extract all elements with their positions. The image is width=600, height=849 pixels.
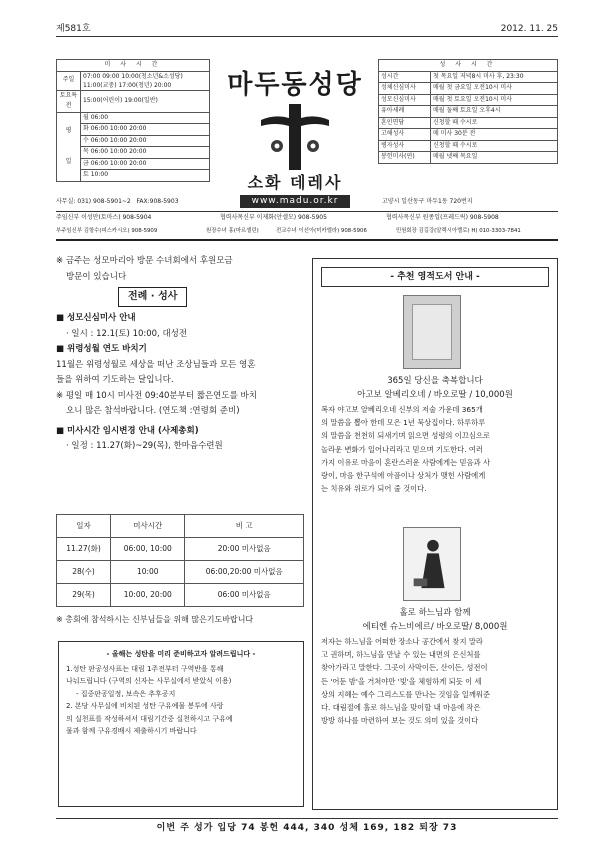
sister-mission: 전교수녀 이선아(미카엘라) 908-5906 bbox=[276, 228, 367, 234]
contact-line-1 bbox=[56, 195, 558, 209]
sacrament-time: 매월 첫 금요일 오전10시 미사 bbox=[431, 83, 558, 95]
parish-address: 고양시 일산동구 마두1동 720번지 bbox=[382, 198, 473, 205]
sacrament-schedule-title: 성 사 시 간 bbox=[379, 60, 558, 72]
book-2-text-line: 고 권하며, 하느님을 만날 수 있는 내면의 은신처를 bbox=[321, 650, 481, 660]
mass-schedule-table bbox=[56, 59, 210, 182]
cell-note: 20:00 미사없음 bbox=[185, 538, 304, 561]
table-row bbox=[57, 584, 304, 607]
cell-time: 10:00, 20:00 bbox=[111, 584, 185, 607]
vicar-contact: 부주임신부 김항수(피스카시오) 908-5909 bbox=[56, 228, 158, 234]
intro-line-2: 방문이 있습니다 bbox=[66, 271, 127, 282]
office-fax: FAX:908-5903 bbox=[136, 198, 179, 205]
liturgy-column bbox=[56, 254, 306, 455]
book-cover-2 bbox=[403, 527, 461, 601]
cell-note: 06:00,20:00 미사없음 bbox=[185, 561, 304, 584]
day-label: 수 bbox=[83, 136, 89, 144]
day-label: 화 bbox=[83, 125, 89, 132]
section-3-date: · 일정 : 11.27(화)~29(목), 한마음수련원 bbox=[66, 441, 223, 451]
book-2-text-line: 상의 지혜는 예수 그리스도를 만나는 것임을 일깨워준 bbox=[321, 689, 490, 699]
book-1-text-line: 복자 야고보 알베리오네 신부의 저술 가운데 365개 bbox=[321, 405, 483, 414]
book-section-heading: - 추천 영적도서 안내 - bbox=[321, 267, 549, 287]
notice-line: 1.성탄 판공성사표는 대림 1주전부터 구역반을 통해 bbox=[66, 664, 224, 673]
cell-note: 06:00 미사없음 bbox=[185, 584, 304, 607]
parish-patron: 소화 데레사 bbox=[247, 173, 343, 192]
assoc-priest-1: 협력사목신부 이제화(안셀모) 908-5905 bbox=[220, 214, 327, 221]
section-title-1: ■ 성모신심미사 안내 bbox=[56, 313, 136, 323]
cell-date: 28(수) bbox=[57, 561, 111, 584]
book-cover-1-frame bbox=[412, 304, 452, 360]
sacrament-time: 매월 넷째 목요일 bbox=[431, 152, 558, 164]
col-header-time: 미사시간 bbox=[111, 515, 185, 538]
contact-line-2 bbox=[56, 211, 558, 225]
cell-date: 11.27(화) bbox=[57, 538, 111, 561]
council-president: 민원회장 김길강(알렉시아렐로) H) 010-3303-7841 bbox=[396, 228, 521, 234]
notice-heading: - 올해는 성탄을 미리 준비하고자 알려드립니다 - bbox=[106, 650, 256, 658]
book-1-text-line: 의 말씀을 뽑아 한데 모은 1년 묵상집이다. 하루하루 bbox=[321, 418, 486, 428]
issue-date: 2012. 11. 25 bbox=[500, 24, 558, 34]
sacrament-schedule-table bbox=[378, 59, 558, 164]
sacrament-time: 첫 목요일 저녁8시 미사 후, 23:30 bbox=[431, 71, 558, 83]
weekday-label-bottom: 일 bbox=[65, 158, 72, 165]
mass-change-table bbox=[56, 514, 304, 607]
weekday-label bbox=[57, 112, 81, 181]
website-link[interactable]: www.madu.or.kr bbox=[240, 195, 350, 208]
mass-weekday-row bbox=[81, 112, 210, 124]
day-label: 목 bbox=[83, 148, 89, 155]
book-1-text-line: 랑이, 마음 한구석에 아픔이나 상처가 맺힌 사람에게 bbox=[321, 471, 486, 481]
section-2-note-2: 오니 많은 참석바랍니다. (연도책 :연령회 준비) bbox=[66, 406, 240, 416]
day-times: 06:00 10:00 20:00 bbox=[90, 159, 147, 167]
mass-weekday-row bbox=[81, 158, 210, 170]
book-1-description bbox=[321, 403, 551, 495]
sacrament-time: 신청할 때 수시로 bbox=[431, 140, 558, 152]
issue-line bbox=[56, 20, 558, 37]
issue-number: 제581호 bbox=[56, 24, 91, 34]
cell-date: 29(목) bbox=[57, 584, 111, 607]
table-note: ※ 총회에 참석하시는 신부님들을 위해 많은기도바랍니다 bbox=[56, 615, 254, 624]
cell-time: 10:00 bbox=[111, 561, 185, 584]
section-2-note-1: ※ 평일 매 10시 미사전 09:40분부터 짧은연도를 바치 bbox=[56, 390, 257, 401]
cell-time: 06:00, 10:00 bbox=[111, 538, 185, 561]
sacrament-label: 성체신심미사 bbox=[379, 83, 431, 95]
sister-superior: 원장수녀 홍(마르셀린) bbox=[206, 228, 259, 234]
sacrament-label: 유아세례 bbox=[379, 106, 431, 118]
book-1-author: 아고보 알베리오네 / 바오로딸 / 10,000원 bbox=[357, 390, 513, 400]
day-label: 금 bbox=[83, 159, 89, 167]
intro-line-1: ※ 금주는 성모마리아 방문 수녀회에서 후원모금 bbox=[56, 256, 233, 266]
mass-weekday-row bbox=[81, 170, 210, 182]
sacrament-time: 매 미사 30분 전 bbox=[431, 129, 558, 141]
sacrament-time: 매월 둘째 토요일 오후4시 bbox=[431, 106, 558, 118]
section-divider bbox=[56, 239, 558, 241]
hymn-footer: 이번 주 성가 입당 74 봉헌 444, 340 성체 169, 182 퇴장 73 bbox=[56, 818, 558, 836]
section-2-text-2: 들을 위하여 기도하는 달입니다. bbox=[56, 375, 174, 385]
sacrament-label: 고해성사 bbox=[379, 129, 431, 141]
book-2-text-line: 찾아가라고 말한다. 그곳이 사막이든, 산이든, 성전이 bbox=[321, 663, 488, 673]
day-times: 06:00 10:00 20:00 bbox=[90, 125, 147, 132]
day-times: 06:00 bbox=[90, 113, 109, 121]
sacrament-time: 매월 첫 토요일 오전10시 미사 bbox=[431, 94, 558, 106]
book-2-text-line: 든 '어둔 밤'을 거쳐야만 '빛'을 체험하게 되듯 이 세 bbox=[321, 676, 482, 686]
section-2-text-1: 11월은 위령성월로 세상을 떠난 조상님들과 모든 영혼 bbox=[56, 359, 256, 370]
pastor-contact: 주임신부 이성만(토마스) 908-5904 bbox=[56, 214, 152, 221]
day-times: 06:00 10:00 20:00 bbox=[90, 136, 147, 144]
table-row bbox=[57, 561, 304, 584]
day-label: 월 bbox=[83, 113, 89, 121]
col-header-note: 비 고 bbox=[185, 515, 304, 538]
section-title-2: ■ 위령성월 연도 바치기 bbox=[56, 344, 147, 354]
notice-line: 나눠드립니다 (구역의 신자는 사무실에서 받았식 이용) bbox=[66, 677, 232, 685]
mass-row-label: 토요특전 bbox=[57, 90, 81, 112]
book-2-description bbox=[321, 635, 551, 727]
weekday-label-top: 평 bbox=[65, 126, 72, 134]
day-label: 토 bbox=[83, 171, 89, 178]
liturgy-heading: 전례 · 성사 bbox=[118, 287, 187, 307]
book-2-text-line: 방방 하나를 마련하여 보는 것도 의미 있을 것이다 bbox=[321, 716, 479, 726]
book-2-text-line: 저자는 하느님을 어떠한 장소나 공간에서 찾지 말라 bbox=[321, 637, 483, 646]
book-1-text-line: 의 말씀을 천천히 되새기며 읽으면 성령의 이끄심으로 bbox=[321, 431, 490, 441]
book-recommendation-box bbox=[312, 258, 558, 810]
col-header-date: 일자 bbox=[57, 515, 111, 538]
section-1-date: · 일시 : 12.1(토) 10:00, 대성전 bbox=[66, 328, 188, 339]
day-times: 06:00 10:00 20:00 bbox=[90, 148, 147, 155]
book-1-text-line: 가지 이유로 마음이 혼란스러운 사람에게는 믿음과 사 bbox=[321, 457, 490, 467]
book-cover-1 bbox=[403, 295, 461, 369]
notice-line: 물과 함께 구유경배시 제출하시기 바랍니다 bbox=[66, 727, 197, 735]
book-2-text-line: 다. 대림절에 홀로 하느님을 맞이할 내 마음에 작은 bbox=[321, 703, 481, 713]
book-2-title: 홀로 하느님과 함께 bbox=[399, 608, 471, 618]
sacrament-label: 성모신심미사 bbox=[379, 94, 431, 106]
parish-name: 마두동성당 bbox=[227, 70, 363, 100]
mass-weekday-row bbox=[81, 147, 210, 159]
day-times: 10:00 bbox=[90, 171, 109, 178]
book-2-author: 에티엔 슈느비에르/ 바오로딸/ 8,000원 bbox=[362, 622, 508, 632]
notice-line: 2. 본당 사무실에 비치된 성탄 구유예물 봉투에 사랑 bbox=[66, 702, 224, 710]
notice-line: - 집중판공일정, 보속은 추후공지 bbox=[76, 689, 176, 698]
book-1-text-line: 놀라운 변화가 일어나리라고 믿으며 기도한다. 여러 bbox=[321, 444, 483, 454]
sacrament-label: 봉헌미사(연) bbox=[379, 152, 431, 164]
christmas-notice-box bbox=[58, 641, 304, 807]
section-title-3: ■ 미사시간 임시변경 안내 (사제총회) bbox=[56, 425, 199, 436]
sacrament-label: 성시간 bbox=[379, 71, 431, 83]
mass-row-label: 주일 bbox=[57, 71, 81, 90]
mass-weekday-row bbox=[81, 135, 210, 147]
table-row bbox=[57, 538, 304, 561]
mass-weekday-row bbox=[81, 124, 210, 136]
book-1-text-line: 는 치유와 위로가 되어 줄 것이다. bbox=[321, 484, 427, 494]
notice-line: 의 실천표를 작성하셔서 대림기간중 실천하시고 구유예 bbox=[66, 714, 233, 723]
mass-row-text: 07:00 09:00 10:00(청소년&소성당) 11:00(교중) 17:00(청년) 20:00 bbox=[81, 71, 210, 90]
book-1-title: 365일 당신을 축복합니다 bbox=[387, 376, 483, 386]
sacrament-label: 혼인면담 bbox=[379, 117, 431, 129]
office-phone: 사무실: 031) 908-5901~2 bbox=[56, 198, 131, 205]
contact-line-3 bbox=[56, 224, 558, 238]
cross-icon bbox=[255, 100, 335, 174]
mass-schedule-title: 미 사 시 간 bbox=[57, 60, 210, 72]
sacrament-time: 신청할 때 수시로 bbox=[431, 117, 558, 129]
sacrament-label: 병자성사 bbox=[379, 140, 431, 152]
mass-row-text: 15:00(어린이) 19:00(일반) bbox=[81, 90, 210, 112]
assoc-priest-2: 협력사목신부 원종일(프레드릭) 908-5908 bbox=[386, 214, 499, 221]
